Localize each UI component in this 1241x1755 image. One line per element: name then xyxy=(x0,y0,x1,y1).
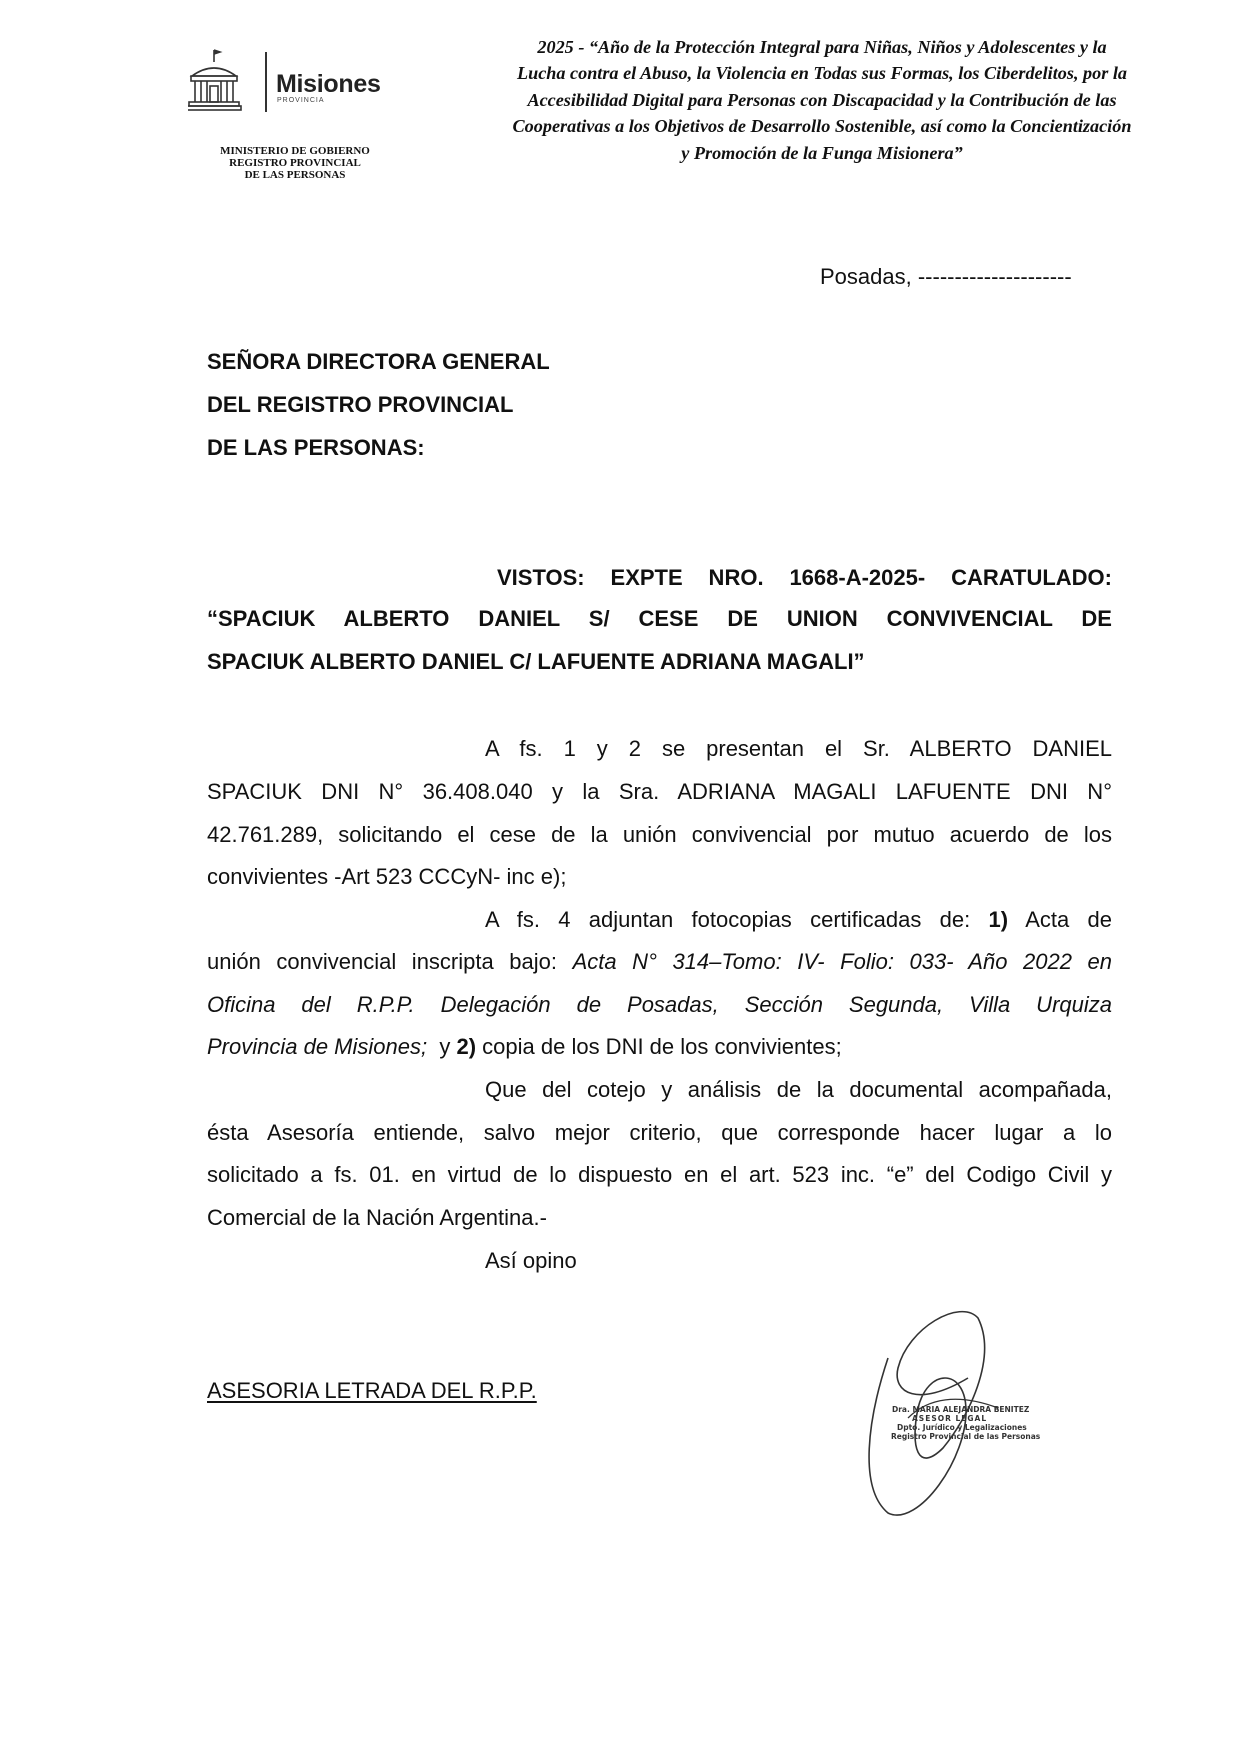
addressee-line: DEL REGISTRO PROVINCIAL xyxy=(207,392,514,417)
paragraph-line: Comercial de la Nación Argentina.- xyxy=(207,1205,547,1230)
case-title-cont: SPACIUK ALBERTO DANIEL C/ LAFUENTE ADRIANA MAGALI” xyxy=(207,649,865,674)
paragraph-line: solicitado a fs. 01. en virtud de lo dispuesto en el art. 523 inc. “e” del Codigo Civil y xyxy=(207,1162,1112,1187)
paragraph-line: Provincia de Misiones; y 2) copia de los DNI de los convivientes; xyxy=(207,1034,842,1059)
logo-wordmark: Misiones xyxy=(276,70,381,98)
date-line: Posadas, --------------------- xyxy=(820,264,1072,289)
paragraph-line: A fs. 1 y 2 se presentan el Sr. ALBERTO DANIEL xyxy=(485,736,1112,761)
year-motto: 2025 - “Año de la Protección Integral para Niñas, Niños y Adolescentes y la Lucha contra el Abuso, la Violencia en Todas sus Formas, los Ciberdelitos, por la Accesibilidad Digital para Personas con Discapacidad y la Contribución de las Cooperativas a los Objetivos de Desarrollo Sostenible, así como la Concientización y Promoción de la Funga Misionera” xyxy=(512,37,1132,163)
stamp-line: ASESOR LEGAL xyxy=(912,1414,988,1423)
addressee-line: DE LAS PERSONAS: xyxy=(207,435,425,460)
registry-line: REGISTRO PROVINCIAL xyxy=(229,157,361,169)
case-title: “SPACIUK ALBERTO DANIEL S/ CESE DE UNION CONVIVENCIAL DE xyxy=(207,606,1112,631)
stamp-line: Dpto. Jurídico y Legalizaciones xyxy=(897,1423,1027,1432)
office-signature-line: ASESORIA LETRADA DEL R.P.P. xyxy=(207,1378,537,1403)
paragraph-line: convivientes -Art 523 CCCyN- inc e); xyxy=(207,864,567,889)
paragraph-line: A fs. 4 adjuntan fotocopias certificadas de: 1) Acta de xyxy=(485,907,1112,932)
stamp-line: Registro Provincial de las Personas xyxy=(891,1432,1041,1441)
paragraph-line: ésta Asesoría entiende, salvo mejor criterio, que corresponde hacer lugar a lo xyxy=(207,1120,1112,1145)
paragraph-line: SPACIUK DNI N° 36.408.040 y la Sra. ADRIANA MAGALI LAFUENTE DNI N° xyxy=(207,779,1112,804)
paragraph-line: 42.761.289, solicitando el cese de la unión convivencial por mutuo acuerdo de los xyxy=(207,822,1112,847)
persons-line: DE LAS PERSONAS xyxy=(244,169,346,181)
closing: Así opino xyxy=(485,1248,577,1273)
logo-subtitle: PROVINCIA xyxy=(277,97,325,104)
stamp-line: Dra. MARIA ALEJANDRA BENITEZ xyxy=(892,1405,1030,1414)
paragraph-line: Oficina del R.P.P. Delegación de Posadas, Sección Segunda, Villa Urquiza xyxy=(207,992,1112,1017)
ministry-line: MINISTERIO DE GOBIERNO xyxy=(220,145,370,157)
addressee-line: SEÑORA DIRECTORA GENERAL xyxy=(207,349,550,374)
case-number: VISTOS: EXPTE NRO. 1668-A-2025- CARATULADO: xyxy=(497,565,1112,590)
paragraph-line: Que del cotejo y análisis de la documental acompañada, xyxy=(485,1077,1112,1102)
paragraph-line: unión convivencial inscripta bajo: Acta N° 314–Tomo: IV- Folio: 033- Año 2022 en xyxy=(207,949,1112,974)
